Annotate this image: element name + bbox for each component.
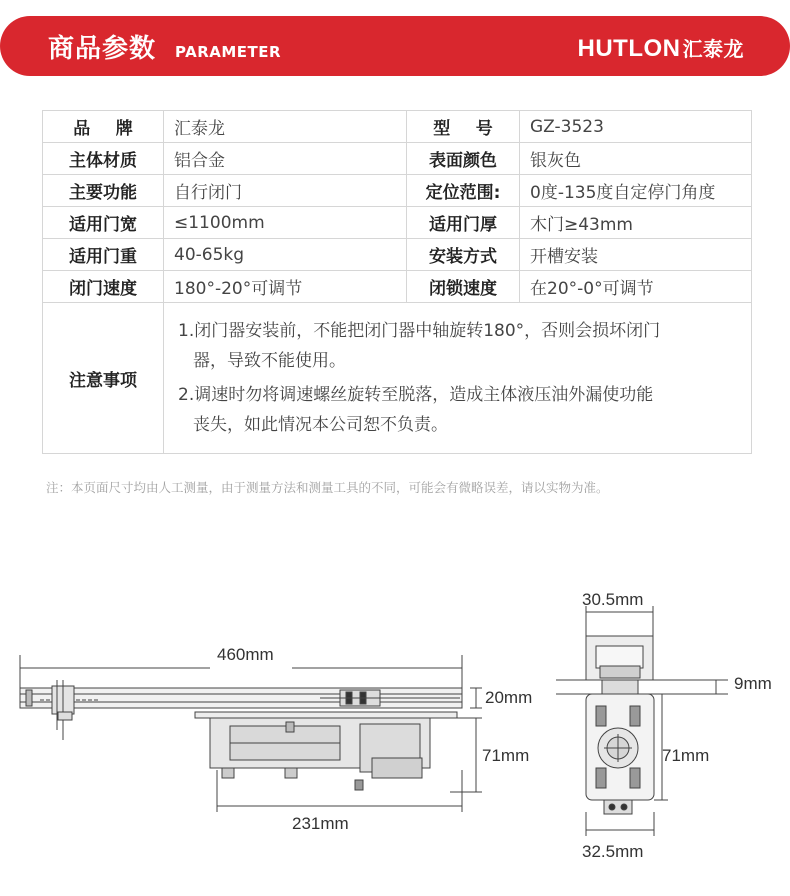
spec-value: 在20°-0°可调节 bbox=[520, 271, 752, 303]
spec-value: 180°-20°可调节 bbox=[164, 271, 407, 303]
spec-label: 品牌 bbox=[43, 111, 164, 143]
dim-length: 460mm bbox=[217, 645, 274, 664]
end-view-drawing bbox=[556, 606, 728, 836]
spec-label: 主要功能 bbox=[43, 175, 164, 207]
note-line: 1.闭门器安装前，不能把闭门器中轴旋转180°，否则会损坏闭门 bbox=[178, 321, 661, 341]
spec-label: 表面颜色 bbox=[407, 143, 520, 175]
dim-top-width: 30.5mm bbox=[582, 590, 644, 609]
spec-label: 闭门速度 bbox=[43, 271, 164, 303]
spec-value: GZ-3523 bbox=[520, 111, 752, 143]
spec-value: 40-65kg bbox=[164, 239, 407, 271]
spec-value: 铝合金 bbox=[164, 143, 407, 175]
brand-logo-cn: 汇泰龙 bbox=[682, 37, 744, 61]
spec-label: 型号 bbox=[407, 111, 520, 143]
spec-label: 闭锁速度 bbox=[407, 271, 520, 303]
dim-unit-height-side: 71mm bbox=[482, 746, 530, 765]
spec-value: 汇泰龙 bbox=[164, 111, 407, 143]
disclaimer-text: 注：本页面尺寸均由人工测量，由于测量方法和测量工具的不同，可能会有微略误差，请以实物为准。 bbox=[46, 480, 609, 495]
spec-value: 自行闭门 bbox=[164, 175, 407, 207]
page-title: 商品参数 bbox=[48, 34, 157, 64]
dim-body-height: 20mm bbox=[485, 688, 533, 707]
notes-label: 注意事项 bbox=[43, 303, 164, 454]
spec-value: 木门≥43mm bbox=[520, 207, 752, 239]
spec-value: 开槽安装 bbox=[520, 239, 752, 271]
dim-gap: 9mm bbox=[734, 674, 772, 693]
dim-unit-height-end: 71mm bbox=[662, 746, 710, 765]
spec-value: 0度-135度自定停门角度 bbox=[520, 175, 752, 207]
page-subtitle: PARAMETER bbox=[175, 43, 282, 61]
spec-label: 适用门宽 bbox=[43, 207, 164, 239]
note-line: 丧失，如此情况本公司恕不负责。 bbox=[193, 415, 448, 435]
spec-label: 适用门重 bbox=[43, 239, 164, 271]
note-line: 器，导致不能使用。 bbox=[193, 351, 346, 371]
dim-bottom-width: 32.5mm bbox=[582, 842, 644, 861]
dim-unit-length: 231mm bbox=[292, 814, 349, 833]
spec-label: 定位范围: bbox=[407, 175, 520, 207]
side-view-drawing bbox=[20, 655, 482, 812]
spec-label: 安装方式 bbox=[407, 239, 520, 271]
note-line: 2.调速时勿将调速螺丝旋转至脱落，造成主体液压油外漏使功能 bbox=[178, 385, 654, 405]
spec-value: 银灰色 bbox=[520, 143, 752, 175]
brand-logo-en: HUTLON bbox=[577, 35, 681, 62]
spec-label: 主体材质 bbox=[43, 143, 164, 175]
spec-value: ≤1100mm bbox=[164, 207, 407, 239]
spec-label: 适用门厚 bbox=[407, 207, 520, 239]
